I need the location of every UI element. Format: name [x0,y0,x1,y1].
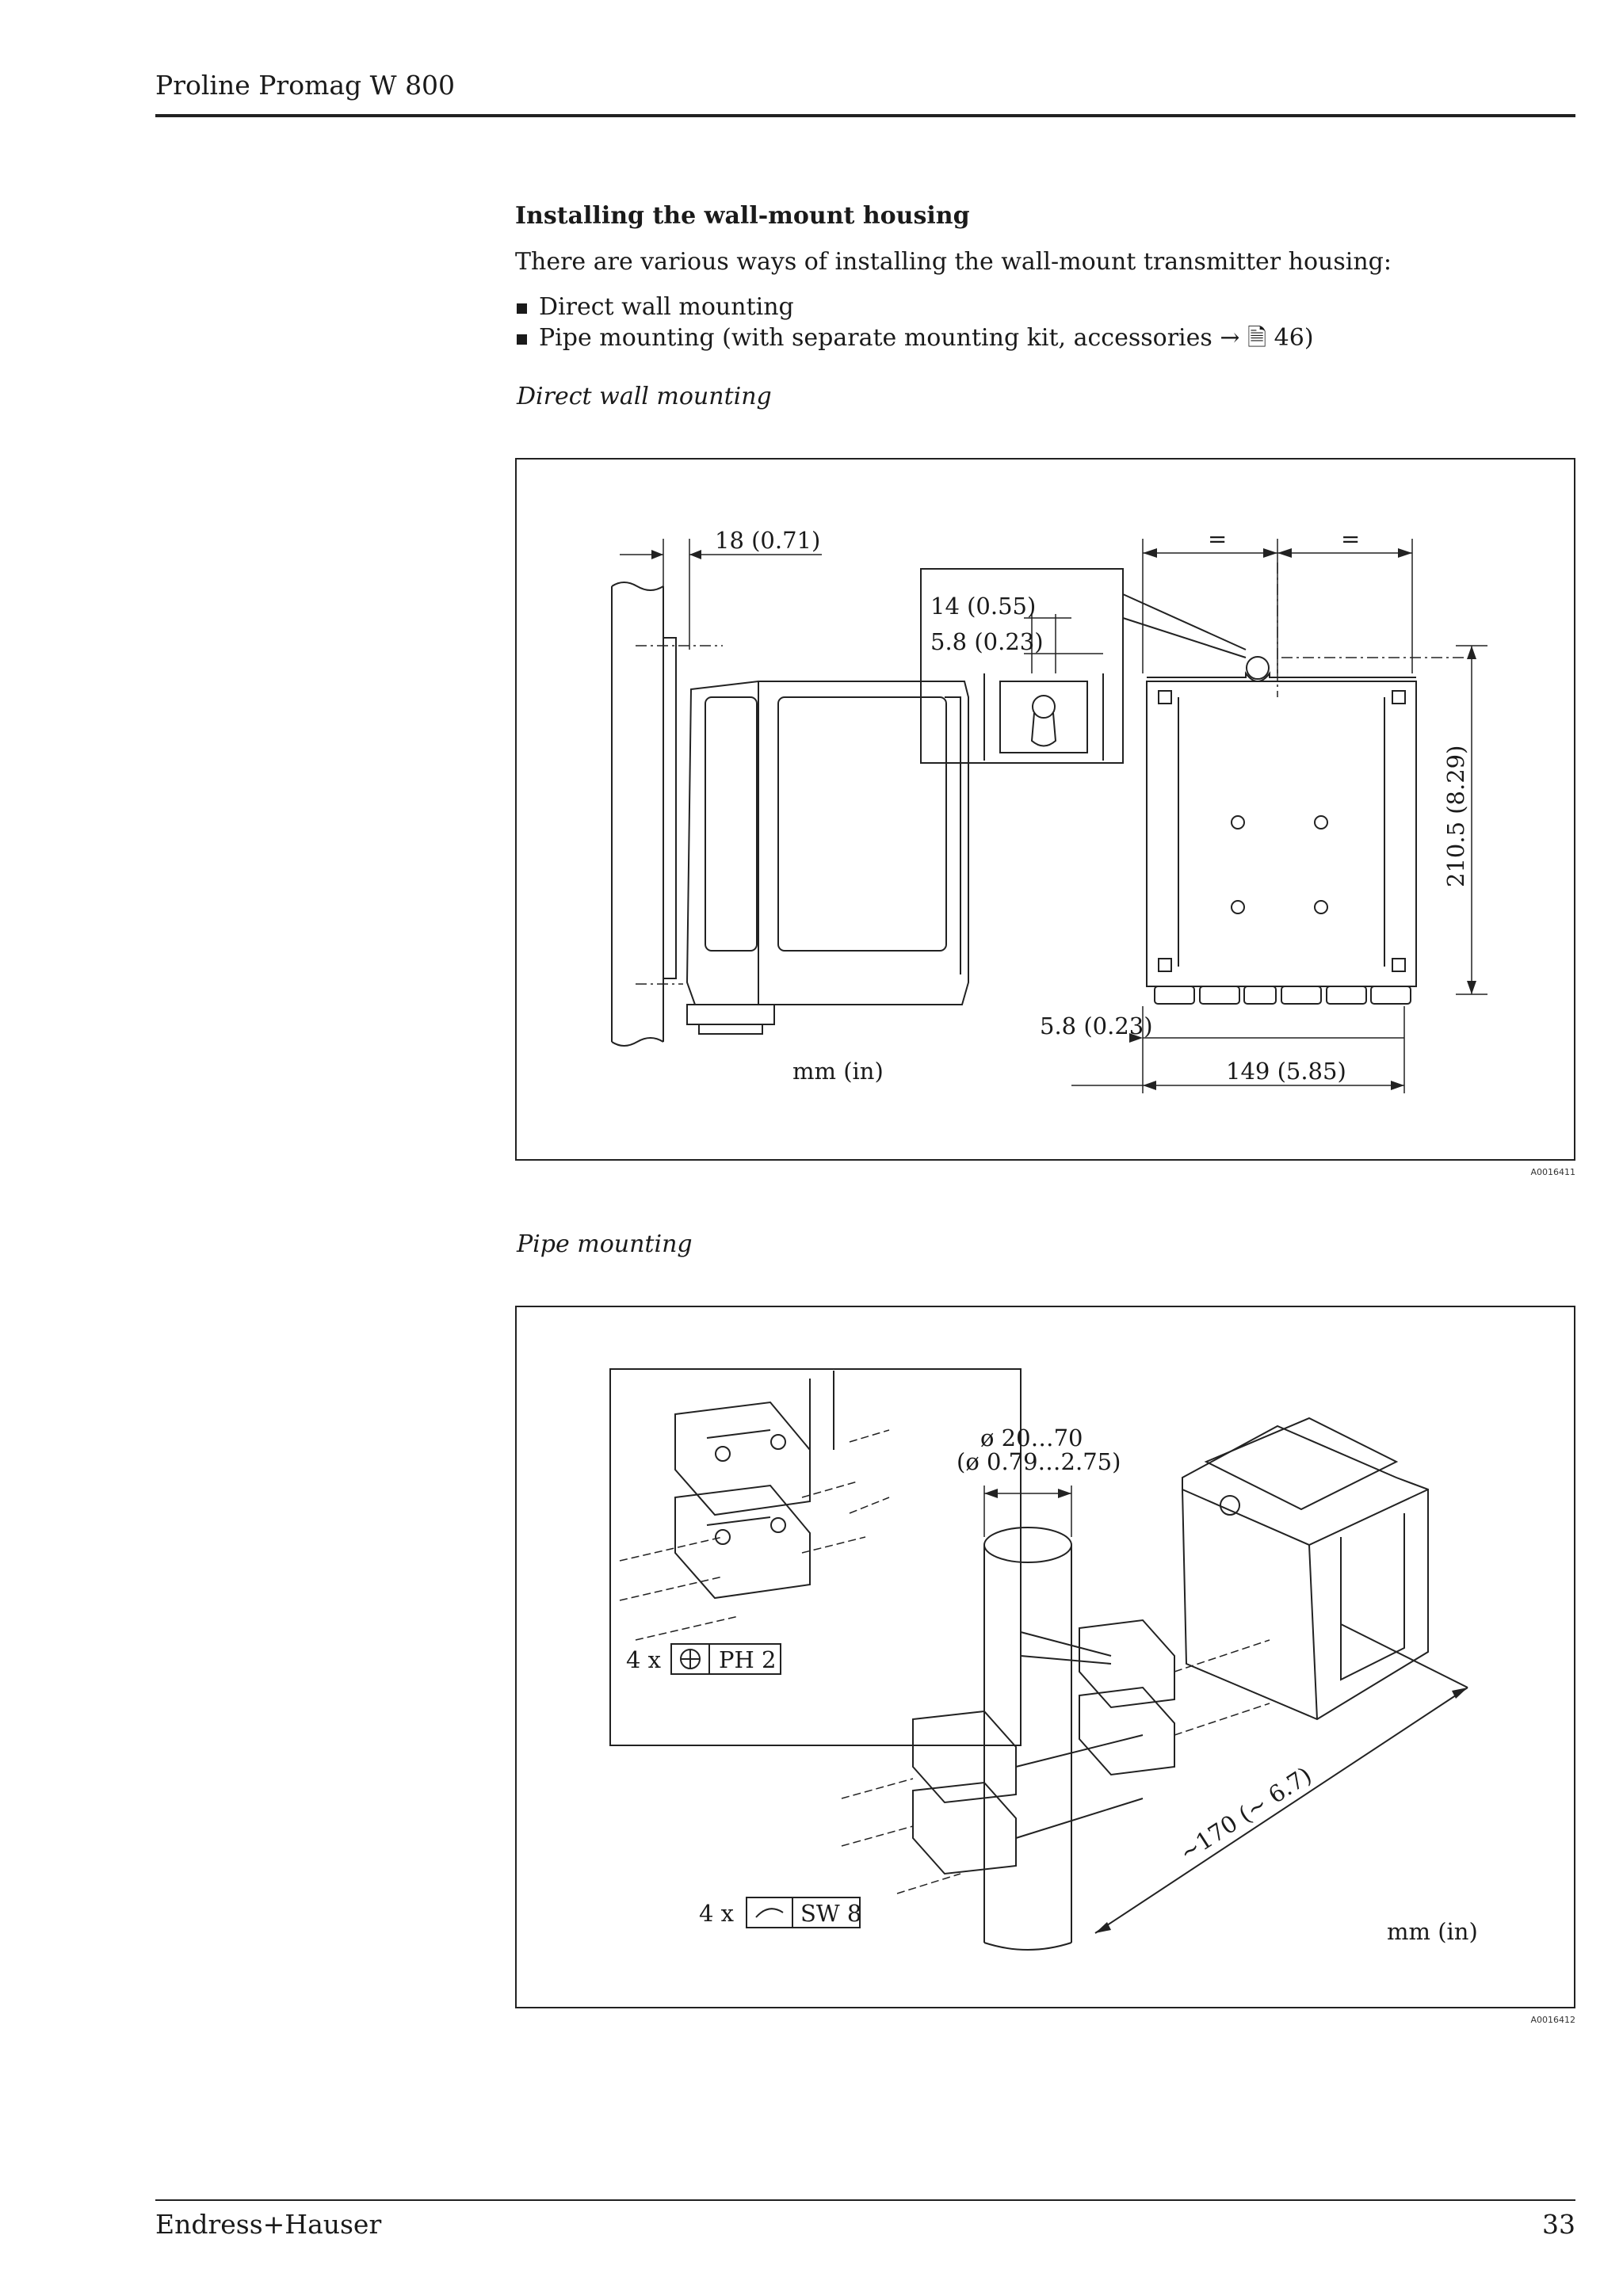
header-title: Proline Promag W 800 [155,70,456,101]
figure-id: A0016412 [1530,2015,1575,2025]
list-item: Direct wall mounting [515,292,1314,322]
figure-pipe-mounting [515,1306,1575,2008]
pipe-mount-drawing [517,1307,1577,2010]
sw-label: SW 8 [800,1900,862,1927]
subtitle-pipe-mounting: Pipe mounting [517,1230,693,1258]
footer-company: Endress+Hauser [155,2209,382,2240]
header-rule [155,114,1575,117]
ph-label: PH 2 [719,1646,777,1673]
equal-left-label: = [1208,525,1228,552]
intro-text: There are various ways of installing the wall-mount transmitter housing: [515,248,1392,276]
section-title: Installing the wall-mount housing [515,202,970,230]
mounting-options-list [515,292,1314,353]
dim-5-8-top-label: 5.8 (0.23) [930,628,1044,655]
qty-ph-label: 4 x [626,1646,662,1673]
figure-id: A0016411 [1530,1167,1575,1177]
diagonal-dim-label: ~170 (~ 6.7) [1174,1761,1317,1867]
equal-right-label: = [1341,525,1361,552]
list-item: Pipe mounting (with separate mounting kit, accessories → 🗎 46) [515,322,1314,353]
units-label: mm (in) [792,1058,884,1085]
qty-sw-label: 4 x [699,1900,735,1927]
wall-mount-drawing [517,460,1577,1162]
figure-direct-wall-mounting [515,458,1575,1161]
dim-14-label: 14 (0.55) [930,593,1037,620]
dim-height-label: 210.5 (8.29) [1442,745,1469,887]
subtitle-direct-wall: Direct wall mounting [517,383,772,410]
dim-width-label: 149 (5.85) [1226,1058,1346,1085]
page-number: 33 [1542,2209,1575,2240]
diameter-mm-label: ø 20…70 [980,1425,1083,1451]
units-label: mm (in) [1387,1918,1478,1945]
footer-rule [155,2199,1575,2201]
dim-18-label: 18 (0.71) [715,527,821,554]
diameter-in-label: (ø 0.79…2.75) [957,1448,1121,1475]
dim-5-8-bottom-label: 5.8 (0.23) [1040,1013,1153,1039]
